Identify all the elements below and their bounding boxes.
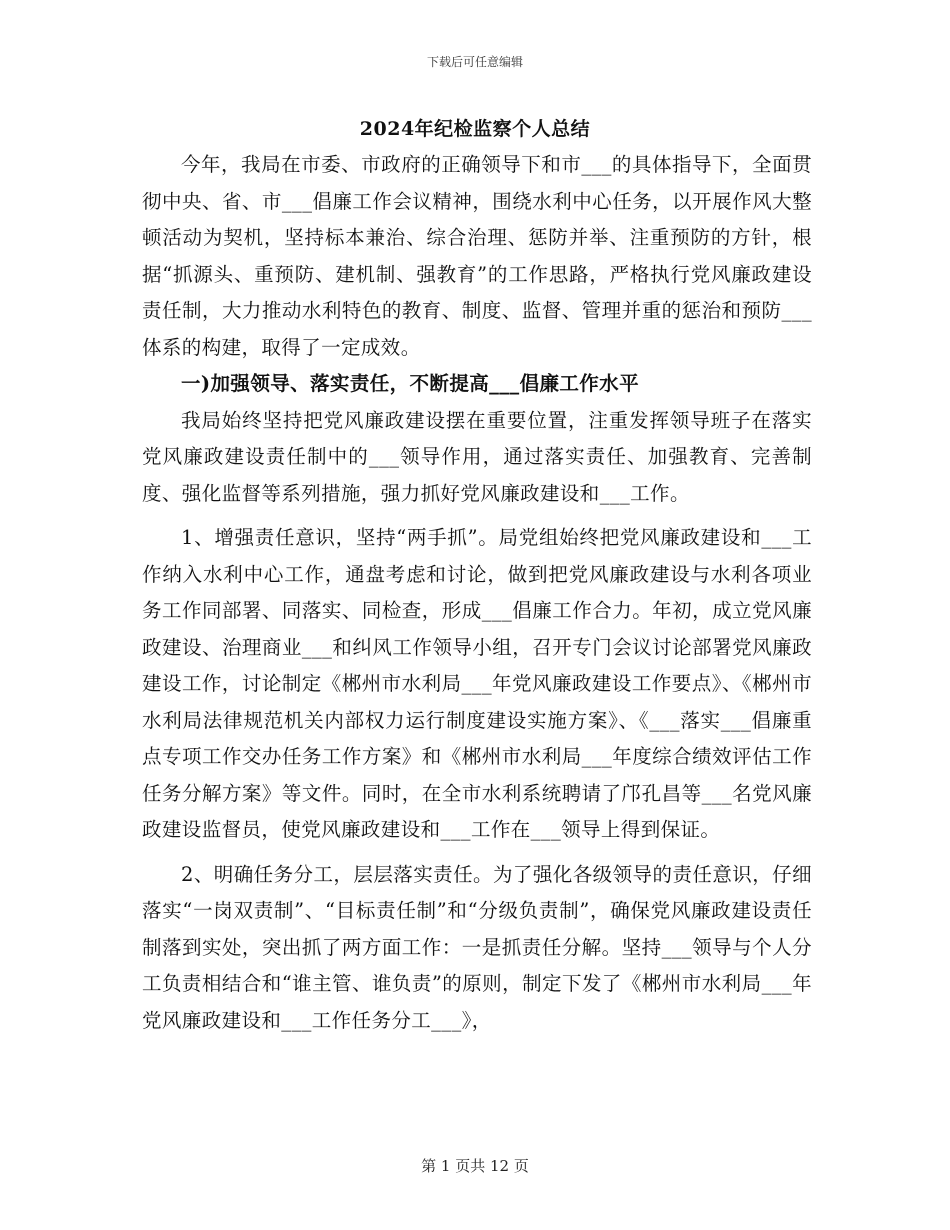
section-heading: 一)加强领导、落实责任，不断提高___倡廉工作水平 [181,372,639,395]
document-body [142,147,812,1039]
document-title: 2024年纪检监察个人总结 [359,118,591,140]
page-footer: 第 1 页共 12 页 [421,1157,529,1175]
page-header-note: 下载后可任意编辑 [426,55,523,69]
paragraph-item-1: 1、增强责任意识，坚持“两手抓”。局党组始终把党风廉政建设和___工作纳入水利中心工作，通盘考虑和讨论，做到把党风廉政建设与水利各项业务工作同部署、同落实、同检查，形成___倡廉工作合力。年初，成立党风廉政建设、治理商业___和纠风工作领导小组，召开专门会议讨论部署党风廉政建设工作，讨论制定《郴州市水利局___年党风廉政建设工作要点》、《郴州市水利局法律规范机关内部权力运行制度建设实施方案》、《___落实___倡廉重点专项工作交办任务工作方案》和《郴州市水利局___年度综合绩效评估工作任务分解方案》等文件。同时，在全市水利系统聘请了邝孔昌等___名党风廉政建设监督员，使党风廉政建设和___工作在___领导上得到保证。 [142,526,812,841]
paragraph-item-2: 2、明确任务分工，层层落实责任。为了强化各级领导的责任意识，仔细落实“一岗双责制”、“目标责任制”和“分级负责制”，确保党风廉政建设责任制落到实处，突出抓了两方面工作：一是抓责任分解。坚持___领导与个人分工负责相结合和“谁主管、谁负责”的原则，制定下发了《郴州市水利局___年党风廉政建设和___工作任务分工___》， [142,862,812,1032]
paragraph-intro: 今年，我局在市委、市政府的正确领导下和市___的具体指导下，全面贯彻中央、省、市___倡廉工作会议精神，围绕水利中心任务，以开展作风大整顿活动为契机，坚持标本兼治、综合治理、惩防并举、注重预防的方针，根据“抓源头、重预防、建机制、强教育”的工作思路，严格执行党风廉政建设责任制，大力推动水利特色的教育、制度、监督、管理并重的惩治和预防___体系的构建，取得了一定成效。 [142,153,812,359]
paragraph-section-intro: 我局始终坚持把党风廉政建设摆在重要位置，注重发挥领导班子在落实党风廉政建设责任制中的___领导作用，通过落实责任、加强教育、完善制度、强化监督等系列措施，强力抓好党风廉政建设和___工作。 [142,408,812,505]
